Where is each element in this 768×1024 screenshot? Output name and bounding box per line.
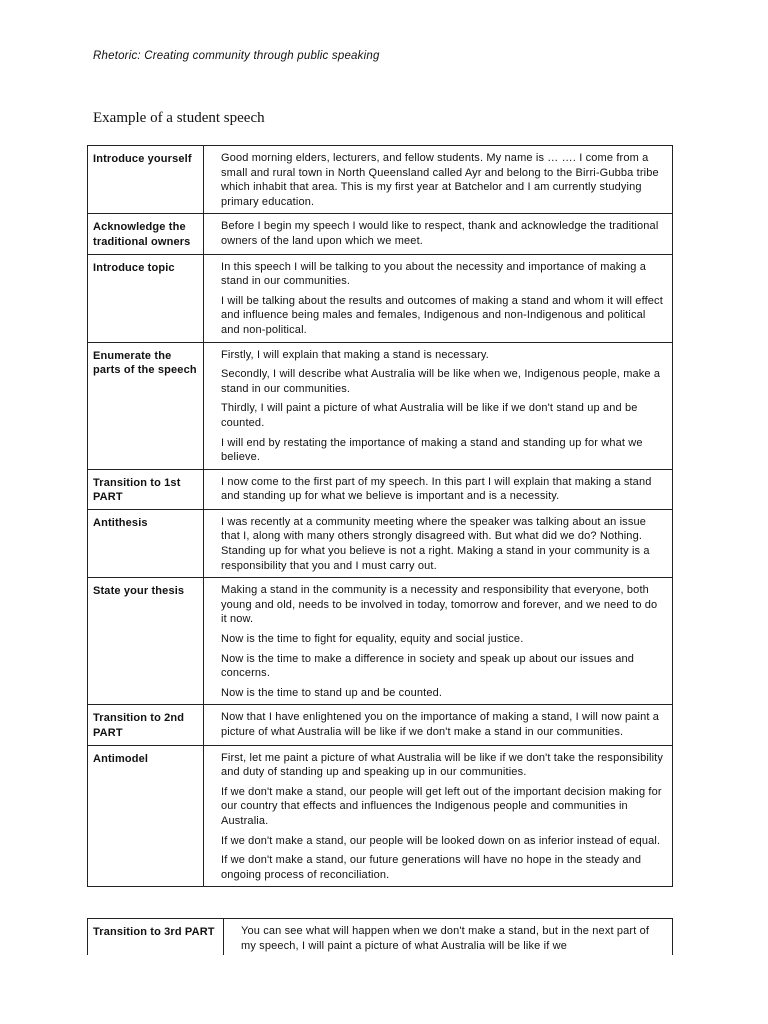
row-paragraph: Now that I have enlightened you on the importance of making a stand, I will now paint a picture of what Australia will be like if we don't make a stand in our communities. [221, 711, 660, 738]
row-paragraph: In this speech I will be talking to you about the necessity and importance of making a stand in our communities. [221, 260, 647, 288]
row-content [204, 705, 673, 745]
row-content [204, 509, 673, 577]
row-paragraph: Now is the time to stand up and be counted. [221, 686, 443, 699]
table-row [88, 745, 673, 887]
table-row [88, 214, 673, 254]
row-paragraph: You can see what will happen when we don't make a stand, but in the next part of my speech, I will paint a picture of what Australia will be like if we [241, 925, 650, 952]
row-label: Introduce topic [88, 254, 204, 342]
row-label: Antimodel [88, 745, 204, 887]
page-bottom-margin [0, 955, 768, 1024]
row-label: Acknowledge the traditional owners [88, 214, 204, 254]
row-paragraph: Thirdly, I will paint a picture of what Australia will be like if we don't stand up and be counted. [221, 402, 638, 429]
table-row [88, 919, 673, 956]
table-row [88, 469, 673, 509]
row-content [204, 254, 673, 342]
row-content [204, 578, 673, 705]
row-content [204, 342, 673, 469]
row-paragraph: Secondly, I will describe what Australia will be like when we, Indigenous people, make a stand in our communities. [221, 368, 661, 395]
speech-structure-table-continued [87, 918, 673, 955]
row-content [204, 146, 673, 214]
row-label: Enumerate the parts of the speech [88, 342, 204, 469]
row-label: Transition to 1st PART [88, 469, 204, 509]
row-content [204, 214, 673, 254]
row-paragraph: First, let me paint a picture of what Australia will be like if we don't take the responsibility and duty of standing up and speaking up in our communities. [221, 751, 664, 779]
table-row [88, 509, 673, 577]
row-content [224, 919, 673, 956]
row-content [204, 745, 673, 887]
row-label: State your thesis [88, 578, 204, 705]
document-title: Example of a student speech [93, 110, 265, 126]
row-paragraph: Firstly, I will explain that making a stand is necessary. [221, 348, 489, 361]
row-paragraph: Now is the time to fight for equality, equity and social justice. [221, 633, 524, 646]
speech-structure-table [87, 145, 673, 887]
table-row [88, 578, 673, 705]
table-row [88, 705, 673, 745]
row-paragraph: I now come to the first part of my speech. In this part I will explain that making a stand and standing up for what we believe is important and is a necessity. [221, 475, 652, 503]
row-paragraph: Making a stand in the community is a necessity and responsibility that everyone, both young and old, needs to be involved in today, tomorrow and forever, and we need to do it now. [221, 584, 658, 626]
running-header: Rhetoric: Creating community through public speaking [93, 50, 380, 62]
row-label: Transition to 3rd PART [88, 919, 224, 956]
row-paragraph: Good morning elders, lecturers, and fellow students. My name is … …. I come from a small and rural town in North Queensland called Ayr and belong to the Birri-Gubba tribe which inhabit that area. This is my first year at Batchelor and I am currently studying primary education. [221, 152, 659, 208]
row-paragraph: If we don't make a stand, our future generations will have no hope in the steady and ongoing process of reconciliation. [221, 854, 642, 881]
row-paragraph: If we don't make a stand, our people will get left out of the important decision making for our country that effects and influences the Indigenous people and communities in Australia. [221, 785, 662, 827]
table-row [88, 254, 673, 342]
row-paragraph: I will be talking about the results and outcomes of making a stand and whom it will effect and influence being males and females, Indigenous and non-Indigenous and political and non-political. [221, 294, 663, 336]
row-paragraph: Before I begin my speech I would like to respect, thank and acknowledge the traditional owners of the land upon which we meet. [221, 220, 659, 247]
row-paragraph: I was recently at a community meeting where the speaker was talking about an issue that I, along with many others strongly disagreed with. But what did we do? Nothing. Standing up for what you believe is not a right. Making a stand in your community is a responsibility that you and I must carry out. [221, 515, 650, 572]
row-label: Introduce yourself [88, 146, 204, 214]
row-content [204, 469, 673, 509]
row-label: Transition to 2nd PART [88, 705, 204, 745]
table-row [88, 342, 673, 469]
row-label: Antithesis [88, 509, 204, 577]
row-paragraph: If we don't make a stand, our people will be looked down on as inferior instead of equal. [221, 834, 661, 847]
row-paragraph: Now is the time to make a difference in society and speak up about our issues and concerns. [221, 652, 635, 680]
table-row [88, 146, 673, 214]
row-paragraph: I will end by restating the importance of making a stand and standing up for what we believe. [221, 436, 643, 464]
